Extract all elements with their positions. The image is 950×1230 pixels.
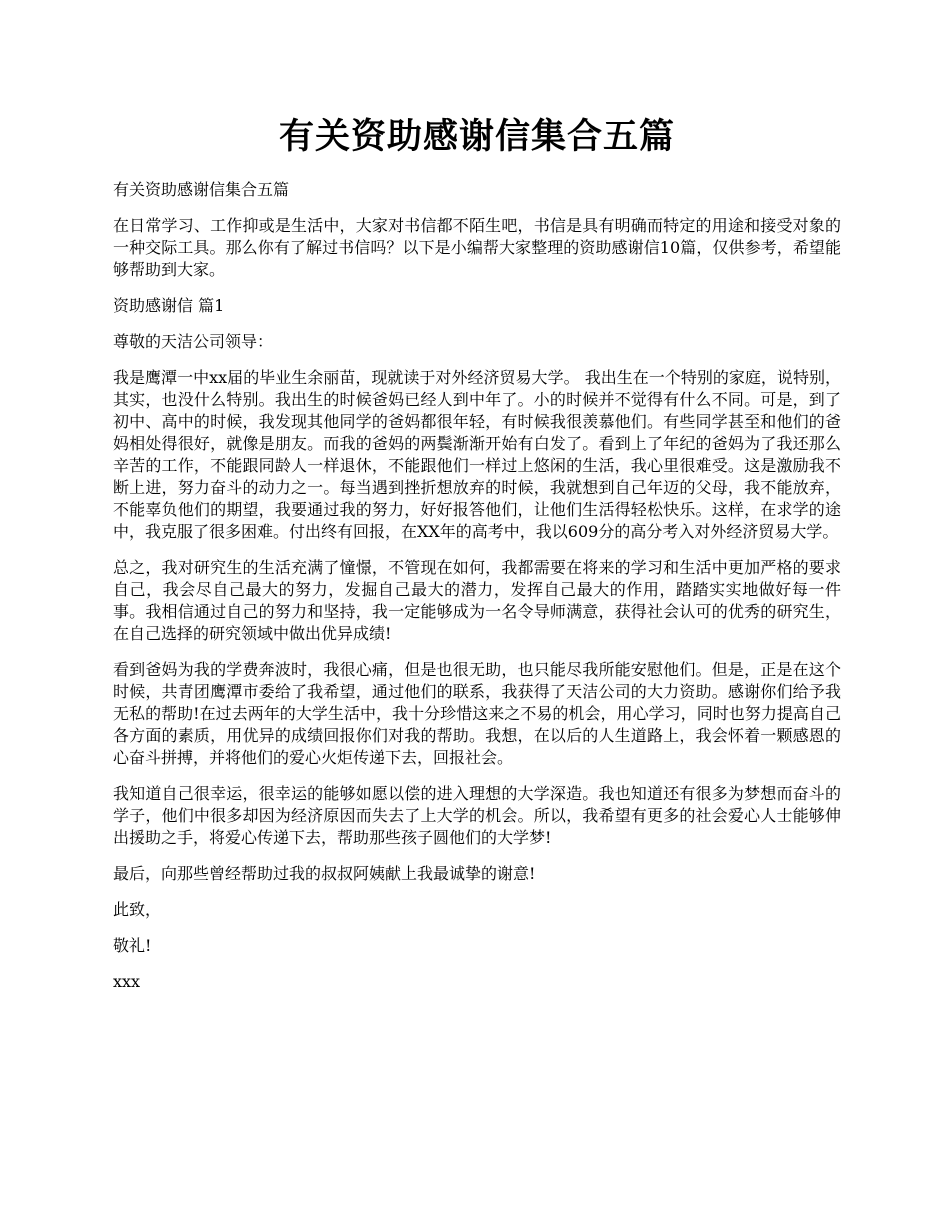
section-heading: 资助感谢信 篇1 (113, 296, 225, 315)
closing-paragraph: 最后，向那些曾经帮助过我的叔叔阿姨献上我最诚挚的谢意! (113, 864, 536, 883)
body-paragraph: 我知道自己很幸运，很幸运的能够如愿以偿的进入理想的大学深造。我也知道还有很多为梦想而奋斗的学子，他们中很多却因为经济原因而失去了上大学的机会。所以，我希望有更多的社会爱心人士能够伸出援助之手，将爱心传递下去，帮助那些孩子圆他们的大学梦! (113, 784, 841, 847)
body-paragraph: 我是鹰潭一中xx届的毕业生余丽苗，现就读于对外经济贸易大学。 我出生在一个特别的家庭，说特别，其实，也没什么特别。我出生的时候爸妈已经人到中年了。小的时候并不觉得有什么不同。可是，到了初中、高中的时候，我发现其他同学的爸妈都很年轻，有时候我很羡慕他们。有些同学甚至和他们的爸妈相处得很好，就像是朋友。而我的爸妈的两鬓渐渐开始有白发了。看到上了年纪的爸妈为了我还那么辛苦的工作，不能跟同龄人一样退休，不能跟他们一样过上悠闲的生活，我心里很难受。这是激励我不断上进，努力奋斗的动力之一。每当遇到挫折想放弃的时候，我就想到自己年迈的父母，我不能放弃，不能辜负他们的期望，我要通过我的努力，好好报答他们，让他们生活得轻松快乐。这样，在求学的途中，我克服了很多困难。付出终有回报，在XX年的高考中，我以609分的高分考入对外经济贸易大学。 (113, 368, 841, 541)
signature: xxx (113, 972, 141, 991)
document-title: 有关资助感谢信集合五篇 (278, 116, 675, 157)
intro-paragraph: 在日常学习、工作抑或是生活中，大家对书信都不陌生吧，书信是具有明确而特定的用途和接受对象的一种交际工具。那么你有了解过书信吗？以下是小编帮大家整理的资助感谢信10篇，仅供参考，希望能够帮助到大家。 (113, 216, 841, 279)
body-paragraph: 总之，我对研究生的生活充满了憧憬，不管现在如何，我都需要在将来的学习和生活中更加严格的要求自己，我会尽自己最大的努力，发掘自己最大的潜力，发挥自己最大的作用，踏踏实实地做好每一件事。我相信通过自己的努力和坚持，我一定能够成为一名令导师满意，获得社会认可的优秀的研究生，在自己选择的研究领域中做出优异成绩! (113, 558, 841, 643)
document-page (113, 112, 841, 1007)
closing-greeting: 此致， (113, 900, 162, 919)
body-paragraph: 看到爸妈为我的学费奔波时，我很心痛，但是也很无助，也只能尽我所能安慰他们。但是，正是在这个时候，共青团鹰潭市委给了我希望，通过他们的联系，我获得了天洁公司的大力资助。感谢你们给予我无私的帮助!在过去两年的大学生活中，我十分珍惜这来之不易的机会，用心学习，同时也努力提高自己各方面的素质，用优异的成绩回报你们对我的帮助。我想，在以后的人生道路上，我会怀着一颗感恩的心奋斗拼搏，并将他们的爱心火炬传递下去，回报社会。 (113, 660, 841, 767)
subtitle-paragraph: 有关资助感谢信集合五篇 (113, 180, 290, 199)
salutation: 尊敬的天洁公司领导： (113, 332, 274, 351)
closing-salute: 敬礼! (113, 936, 152, 955)
